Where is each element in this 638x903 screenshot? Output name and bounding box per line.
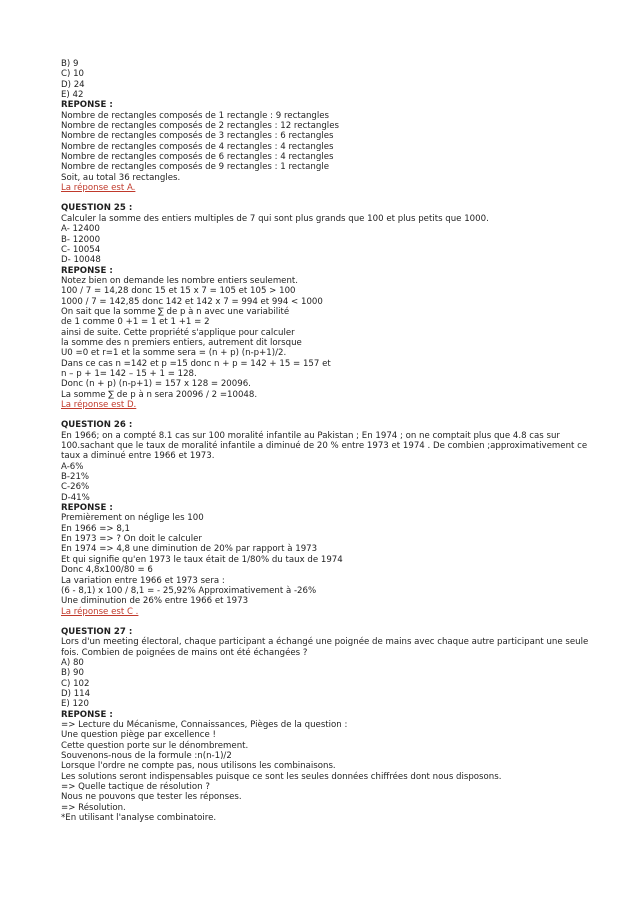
reponse-heading: REPONSE : [61, 100, 113, 111]
text-line: U0 =0 et r=1 et la somme sera = (n + p) (n-p+1)/2. [61, 348, 287, 359]
text-line: Nombre de rectangles composés de 1 rectangle : 9 rectangles [61, 110, 330, 121]
text-line: Lorsque l'ordre ne compte pas, nous utilisons les combinaisons. [61, 761, 336, 772]
text-line: Premièrement on néglige les 100 [61, 513, 204, 524]
text-line: Nombre de rectangles composés de 9 rectangles : 1 rectangle [61, 162, 330, 173]
text-line: Nombre de rectangles composés de 2 rectangles : 12 rectangles [61, 121, 339, 132]
text-line: => Résolution. [61, 802, 126, 813]
text-line: On sait que la somme ∑ de p à n avec une variabilité [61, 306, 290, 317]
question-title: QUESTION 27 : [61, 626, 133, 637]
reponse-heading: REPONSE : [61, 503, 113, 514]
text-line: 1000 / 7 = 142,85 donc 142 et 142 x 7 = 994 et 994 < 1000 [61, 296, 323, 307]
text-line: Soit, au total 36 rectangles. [61, 172, 181, 183]
text-line: Les solutions seront indispensables puisque ce sont les seules données chiffrées dont nous disposons. [61, 771, 502, 782]
text-line: (6 - 8,1) x 100 / 8,1 = - 25,92% Approximativement à -26% [61, 585, 317, 596]
text-line: E) 120 [61, 699, 89, 710]
text-line: => Quelle tactique de résolution ? [61, 782, 210, 793]
text-line: La variation entre 1966 et 1973 sera : [61, 575, 225, 586]
text-line: Nous ne pouvons que tester les réponses. [61, 792, 242, 803]
text-line: 100 / 7 = 14,28 donc 15 et 15 x 7 = 105 et 105 > 100 [61, 286, 296, 297]
text-line: C) 10 [61, 69, 85, 80]
text-line: Notez bien on demande les nombre entiers seulement. [61, 275, 299, 286]
text-line: A- 12400 [61, 224, 100, 235]
text-line: ainsi de suite. Cette propriété s'applique pour calculer [61, 327, 295, 338]
text-line: la somme des n premiers entiers, autrement dit lorsque [61, 337, 302, 348]
question-title: QUESTION 25 : [61, 203, 133, 214]
text-line: Nombre de rectangles composés de 4 rectangles : 4 rectangles [61, 141, 334, 152]
text-line: C- 10054 [61, 244, 101, 255]
answer-text: La réponse est D. [61, 400, 137, 410]
text-line: B- 12000 [61, 234, 101, 245]
text-line: Et qui signifie qu'en 1973 le taux était de 1/80% du taux de 1974 [61, 554, 343, 565]
text-line: B-21% [61, 472, 90, 483]
text-line: D) 114 [61, 688, 91, 699]
text-line: Dans ce cas n =142 et p =15 donc n + p = 142 + 15 = 157 et [61, 358, 331, 369]
text-line: D- 10048 [61, 255, 101, 266]
text-line: En 1973 => ? On doit le calculer [61, 534, 202, 545]
text-line: Nombre de rectangles composés de 6 rectangles : 4 rectangles [61, 152, 334, 163]
text-line: Calculer la somme des entiers multiples de 7 qui sont plus grands que 100 et plus petits que 1000. [61, 213, 489, 224]
reponse-heading: REPONSE : [61, 709, 113, 720]
text-line: Donc (n + p) (n-p+1) = 157 x 128 = 20096. [61, 379, 251, 390]
text-line: E) 42 [61, 90, 84, 101]
text-line: B) 90 [61, 668, 84, 679]
question-text: Lors d'un meeting électoral, chaque participant a échangé une poignée de mains avec chaque autre participant une seule fois. Combien de poignées de mains ont été échangées ? [61, 637, 589, 658]
text-line: D-41% [61, 492, 90, 503]
text-line: A-6% [61, 461, 84, 472]
question-text: En 1966; on a compté 8.1 cas sur 100 moralité infantile au Pakistan ; En 1974 ; on ne comptait plus que 4.8 cas sur 100.sachant que le taux de moralité infantile a diminué de 20 % entre 1973 et 1974 . De combien ;approximativement ce taux a diminué entre 1966 et 1973. [61, 430, 588, 462]
text-line: En 1974 => 4,8 une diminution de 20% par rapport à 1973 [61, 544, 318, 555]
text-line: => Lecture du Mécanisme, Connaissances, Pièges de la question : [61, 719, 348, 730]
text-line: Une question piège par excellence ! [61, 730, 216, 741]
answer-line [61, 400, 598, 410]
block-spacer [61, 410, 598, 420]
reponse-heading: REPONSE : [61, 265, 113, 276]
text-line: C) 102 [61, 678, 90, 689]
text-line: C-26% [61, 482, 90, 493]
text-line: D) 24 [61, 79, 85, 90]
text-line: Cette question porte sur le dénombrement. [61, 740, 249, 751]
answer-line [61, 183, 598, 193]
text-line: *En utilisant l'analyse combinatoire. [61, 813, 217, 824]
text-line: B) 9 [61, 59, 79, 69]
block-spacer [61, 193, 598, 203]
text-line: Donc 4,8x100/80 = 6 [61, 565, 153, 576]
text-line: de 1 comme 0 +1 = 1 et 1 +1 = 2 [61, 317, 210, 328]
text-line: Nombre de rectangles composés de 3 rectangles : 6 rectangles [61, 131, 334, 142]
text-line: En 1966 => 8,1 [61, 523, 131, 534]
text-line: n – p + 1= 142 – 15 + 1 = 128. [61, 368, 197, 379]
block-spacer [61, 617, 598, 627]
text-line: Souvenons-nous de la formule :n(n-1)/2 [61, 751, 232, 761]
text-line: La somme ∑ de p à n sera 20096 / 2 =10048. [61, 389, 258, 400]
question-title: QUESTION 26 : [61, 420, 133, 431]
answer-line [61, 607, 598, 617]
text-line: Une diminution de 26% entre 1966 et 1973 [61, 596, 249, 607]
answer-text: La réponse est C . [61, 606, 139, 617]
text-line: A) 80 [61, 657, 84, 668]
answer-text: La réponse est A. [61, 183, 136, 194]
